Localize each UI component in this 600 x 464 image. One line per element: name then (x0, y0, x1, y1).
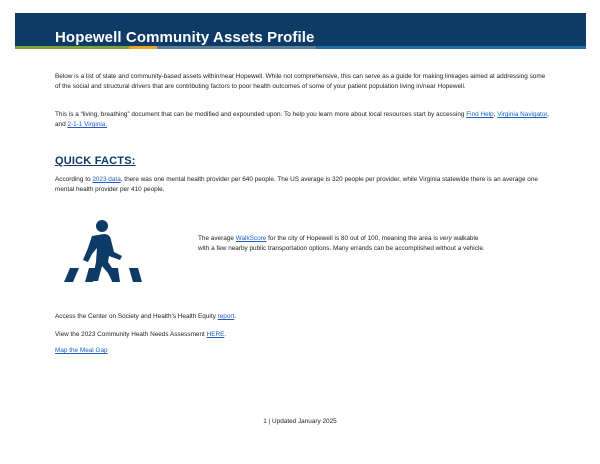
walk-text: The average (198, 235, 234, 242)
page-header (15, 13, 586, 46)
header-stripe-slate (157, 46, 316, 49)
equity-text: Access the Center on Society and Health’s Health Equity (55, 313, 216, 320)
walk-text: walkable with a few nearby public transportation options. Many errands can be accomplished without a vehicle. (198, 235, 485, 253)
intro-paragraph: Below is a list of state and community-based assets within/near Hopewell. While not comprehensive, this can serve as a guide for making linkages aimed at addressing some of the social and structural drivers that are contributing factors to poor health outcomes of some of your patient population living in/near Hopewell. (55, 73, 546, 91)
resources-paragraph (55, 110, 550, 130)
header-stripe-green (15, 46, 129, 49)
header-stripe-blue (316, 46, 586, 49)
pedestrian-crossing-icon (56, 218, 144, 284)
equity-text: . (234, 313, 237, 320)
pedestrian-head (96, 220, 108, 232)
chna-text: . (224, 331, 227, 338)
page-title: Hopewell Community Assets Profile (55, 29, 315, 46)
chna-text: View the 2023 Community Heath Needs Assessment (55, 331, 205, 338)
quick-facts-heading: QUICK FACTS: (55, 155, 136, 167)
chna-line (55, 330, 226, 340)
map-meal-gap-link[interactable]: Map the Meal Gap (55, 347, 108, 354)
header-stripe-orange (129, 46, 157, 49)
virginia-navigator-link[interactable]: Virginia Navigator (497, 111, 548, 118)
fact-text: , there was one mental health provider per 640 people. The US average is 320 people per provider, while Virginia statewide there is an average one mental health provider per 410 people. (55, 176, 538, 194)
resources-text: This is a “living, breathing” document that can be modified and expounded upon. To help you learn more about local resources start by accessing (55, 111, 465, 118)
meal-gap-line (55, 346, 108, 356)
find-help-link[interactable]: Find Help (466, 111, 494, 118)
separator-text: , and (55, 111, 549, 129)
walk-text: for the city of Hopewell is 80 out of 100, meaning the area is (268, 235, 438, 242)
health-equity-report-link[interactable]: report (217, 313, 235, 320)
crosswalk-stripe (64, 268, 79, 282)
health-equity-line (55, 312, 236, 322)
separator-text: , (493, 111, 496, 118)
fact-text: According to (55, 176, 91, 183)
data-2023-link[interactable]: 2023 data (92, 176, 121, 183)
mental-health-fact (55, 175, 550, 195)
walkscore-fact (198, 234, 488, 254)
page-footer: 1 | Updated January 2025 (263, 418, 337, 425)
walkscore-link[interactable]: WalkScore (235, 235, 267, 242)
walk-emphasis: very (439, 235, 452, 242)
crosswalk-stripe (129, 268, 142, 282)
virginia-211-link[interactable]: 2-1-1 Virginia. (67, 121, 108, 129)
chna-here-link[interactable]: HERE (206, 331, 225, 338)
